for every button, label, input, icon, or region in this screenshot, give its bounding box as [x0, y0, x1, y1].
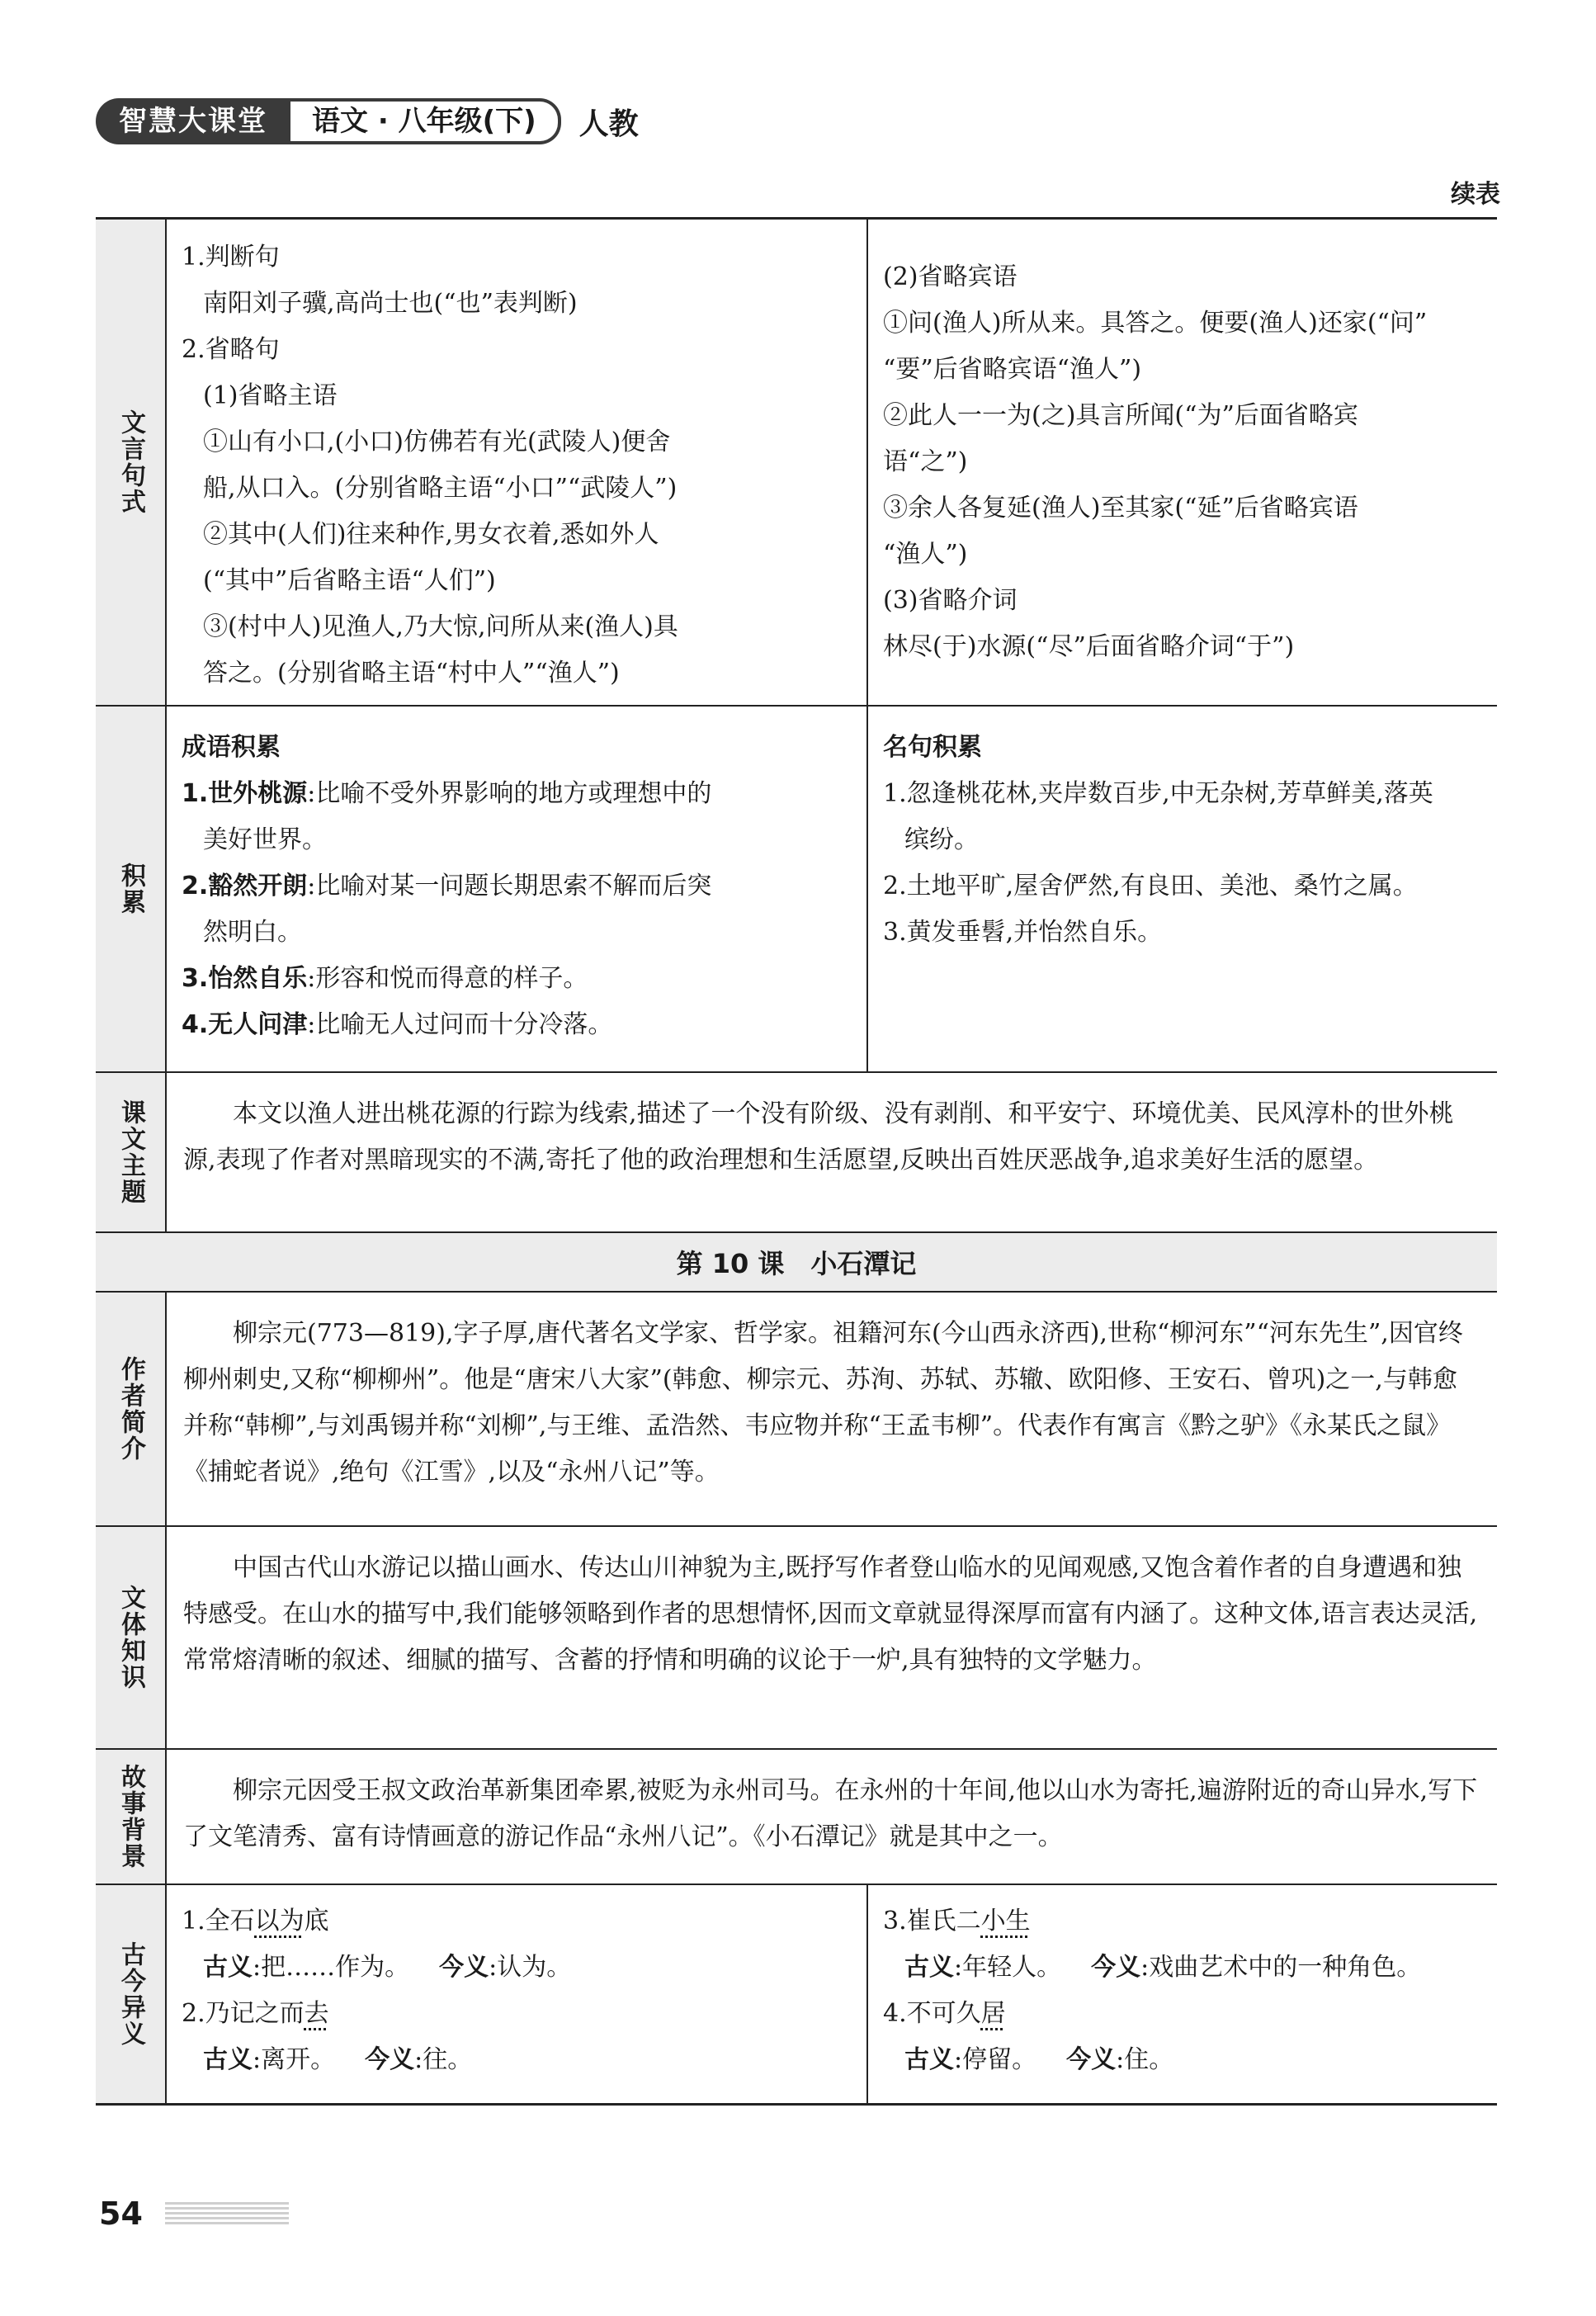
- idiom-item: [182, 956, 852, 1002]
- subject-label: 语文 · 八年级(下): [290, 98, 561, 144]
- sentence-patterns-row: [96, 220, 1497, 705]
- text-line: (“其中”后省略主语“人们”): [203, 566, 496, 595]
- meaning-prefix: 1.全石: [182, 1907, 255, 1936]
- idiom-term: 3.怡然自乐: [182, 964, 308, 993]
- meaning-word: [182, 1898, 852, 1945]
- modern-label: 今义: [439, 1953, 489, 1982]
- theme-text: 本文以渔人进出桃花源的行踪为线索,描述了一个没有阶级、没有剥削、和平安宁、环境优美、民风淳朴的世外桃源,表现了作者对黑暗现实的不满,寄托了他的政治理想和生活愿望,反映出百姓厌恶战争,追求美好生活的愿望。: [183, 1099, 1454, 1175]
- author-text: 柳宗元(773—819),字子厚,唐代著名文学家、哲学家。祖籍河东(今山西永济西),世称“柳河东”“河东先生”,因官终柳州刺史,又称“柳柳州”。他是“唐宋八大家”(韩愈、柳宗元、苏洵、苏轼、苏辙、欧阳修、王安石、曾巩)之一,与韩愈并称“韩柳”,与刘禹锡并称“刘柳”,与王维、孟浩然、韦应物并称“王孟韦柳”。代表作有寓言《黔之驴》《永某氏之鼠》《捕蛇者说》,绝句《江雪》,以及“永州八记”等。: [183, 1319, 1463, 1486]
- text-line: ②此人一一为(之)具言所闻(“为”后面省略宾: [883, 401, 1358, 430]
- background-text: 柳宗元因受王叔文政治革新集团牵累,被贬为永州司马。在永州的十年间,他以山水为寄托,遍游附近的奇山异水,写下了文笔清秀、富有诗情画意的游记作品“永州八记”。《小石潭记》就是其中之一。: [183, 1776, 1478, 1851]
- lesson-title: 第 10 课 小石潭记: [96, 1231, 1497, 1291]
- modern-meaning: :认为。: [489, 1953, 572, 1982]
- quote-line: 3.黄发垂髫,并怡然自乐。: [883, 918, 1163, 947]
- text-line: ②其中(人们)往来种作,男女衣着,悉如外人: [203, 520, 659, 549]
- idiom-definition-cont: 然明白。: [203, 918, 302, 947]
- idiom-item: [182, 771, 852, 817]
- ancient-label: 古义: [203, 1953, 253, 1982]
- meaning-word: [883, 1991, 1482, 2037]
- text-line: “要”后省略宾语“渔人”): [883, 355, 1142, 384]
- idiom-definition: :形容和悦而得意的样子。: [307, 964, 588, 993]
- meaning-word: [182, 1991, 852, 2037]
- ancient-meaning: :把……作为。: [253, 1953, 410, 1982]
- idiom-term: 1.世外桃源: [182, 779, 308, 808]
- meaning-detail: [883, 2037, 1482, 2083]
- edition-label: 人教: [578, 106, 639, 141]
- text-line: “渔人”): [883, 540, 968, 569]
- modern-meaning: :往。: [414, 2045, 473, 2074]
- text-line: 语“之”): [883, 447, 968, 476]
- text-line: 林尽(于)水源(“尽”后面省略介词“于”): [883, 632, 1295, 661]
- row-label: 故事背景: [96, 1750, 167, 1884]
- meaning-detail: [182, 1945, 852, 1991]
- text-line: ①问(渔人)所从来。具答之。便要(渔人)还家(“问”: [883, 309, 1428, 338]
- text-line: ③余人各复延(渔人)至其家(“延”后省略宾语: [883, 494, 1358, 522]
- theme-row: [96, 1071, 1497, 1231]
- text-line: 2.省略句: [182, 335, 280, 364]
- author-row: [96, 1291, 1497, 1525]
- meaning-prefix: 4.不可久: [883, 1999, 981, 2028]
- idiom-term: 2.豁然开朗: [182, 872, 308, 900]
- text-line: 答之。(分别省略主语“村中人”“渔人”): [203, 659, 620, 688]
- meanings-right: [866, 1885, 1497, 2103]
- background-row: [96, 1748, 1497, 1884]
- ancient-label: 古义: [904, 1953, 954, 1982]
- idioms-column: [167, 707, 866, 1071]
- page-number: 54: [99, 2195, 143, 2232]
- sentence-patterns-right: [866, 220, 1497, 705]
- meanings-left: [167, 1885, 866, 2103]
- study-table: [96, 217, 1497, 2106]
- text-line: ③(村中人)见渔人,乃大惊,问所从来(渔人)具: [203, 612, 678, 641]
- modern-label: 今义: [365, 2045, 415, 2074]
- modern-meaning: :住。: [1116, 2045, 1174, 2074]
- accumulation-row: [96, 705, 1497, 1071]
- ancient-meaning: :离开。: [253, 2045, 336, 2074]
- row-label: 作者简介: [96, 1293, 167, 1525]
- idiom-definition-cont: 美好世界。: [203, 825, 327, 854]
- text-line: 1.判断句: [182, 243, 280, 272]
- meaning-prefix: 2.乃记之而: [182, 1999, 305, 2028]
- meanings-row: [96, 1884, 1497, 2103]
- meaning-key: 小生: [980, 1907, 1031, 1936]
- meaning-word: [883, 1898, 1482, 1945]
- ancient-meaning: :停留。: [954, 2045, 1037, 2074]
- row-label: 积累: [96, 707, 167, 1071]
- sentence-patterns-left: [167, 220, 866, 705]
- idiom-definition: :比喻无人过问而十分冷落。: [307, 1010, 613, 1039]
- meaning-suffix: 底: [304, 1907, 329, 1936]
- idiom-definition: :比喻不受外界影响的地方或理想中的: [307, 779, 712, 808]
- continued-label: 续表: [1451, 180, 1500, 209]
- text-line: (2)省略宾语: [883, 262, 1018, 291]
- footer-decoration: [165, 2202, 289, 2227]
- text-line: ①山有小口,(小口)仿佛若有光(武陵人)便舍: [203, 428, 671, 456]
- modern-meaning: :戏曲艺术中的一种角色。: [1140, 1953, 1422, 1982]
- page-header: [96, 97, 639, 145]
- idiom-definition: :比喻对某一问题长期思索不解而后突: [307, 872, 712, 900]
- row-label: 文体知识: [96, 1527, 167, 1748]
- row-label: 古今异义: [96, 1885, 167, 2103]
- text-line: 船,从口入。(分别省略主语“小口”“武陵人”): [203, 474, 678, 503]
- brand-label: 智慧大课堂: [96, 98, 290, 144]
- text-line: 南阳刘子骥,高尚士也(“也”表判断): [203, 289, 578, 318]
- meaning-detail: [883, 1945, 1482, 1991]
- modern-label: 今义: [1091, 1953, 1141, 1982]
- ancient-meaning: :年轻人。: [954, 1953, 1062, 1982]
- row-label: 文言句式: [96, 220, 167, 705]
- idioms-title: 成语积累: [182, 733, 281, 762]
- text-line: (1)省略主语: [203, 381, 338, 410]
- meaning-key: 去: [304, 1999, 329, 2028]
- meaning-detail: [182, 2037, 852, 2083]
- ancient-label: 古义: [904, 2045, 954, 2074]
- genre-text: 中国古代山水游记以描山画水、传达山川神貌为主,既抒写作者登山临水的见闻观感,又饱含着作者的自身遭遇和独特感受。在山水的描写中,我们能够领略到作者的思想情怀,因而文章就显得深厚而富有内涵了。这种文体,语言表达灵活,常常熔清晰的叙述、细腻的描写、含蓄的抒情和明确的议论于一炉,具有独特的文学魅力。: [183, 1553, 1478, 1675]
- quote-line: 缤纷。: [904, 825, 979, 854]
- meaning-prefix: 3.崔氏二: [883, 1907, 981, 1936]
- genre-row: [96, 1525, 1497, 1748]
- modern-label: 今义: [1066, 2045, 1117, 2074]
- idiom-term: 4.无人问津: [182, 1010, 308, 1039]
- ancient-label: 古义: [203, 2045, 253, 2074]
- idiom-item: [182, 1002, 852, 1048]
- idiom-item: [182, 863, 852, 910]
- quote-line: 2.土地平旷,屋舍俨然,有良田、美池、桑竹之属。: [883, 872, 1418, 900]
- quotes-column: [866, 707, 1497, 1071]
- meaning-key: 以为: [254, 1907, 305, 1936]
- quote-line: 1.忽逢桃花林,夹岸数百步,中无杂树,芳草鲜美,落英: [883, 779, 1433, 808]
- row-label: 课文主题: [96, 1073, 167, 1231]
- text-line: (3)省略介词: [883, 586, 1018, 615]
- meaning-key: 居: [980, 1999, 1006, 2028]
- quotes-title: 名句积累: [883, 733, 982, 762]
